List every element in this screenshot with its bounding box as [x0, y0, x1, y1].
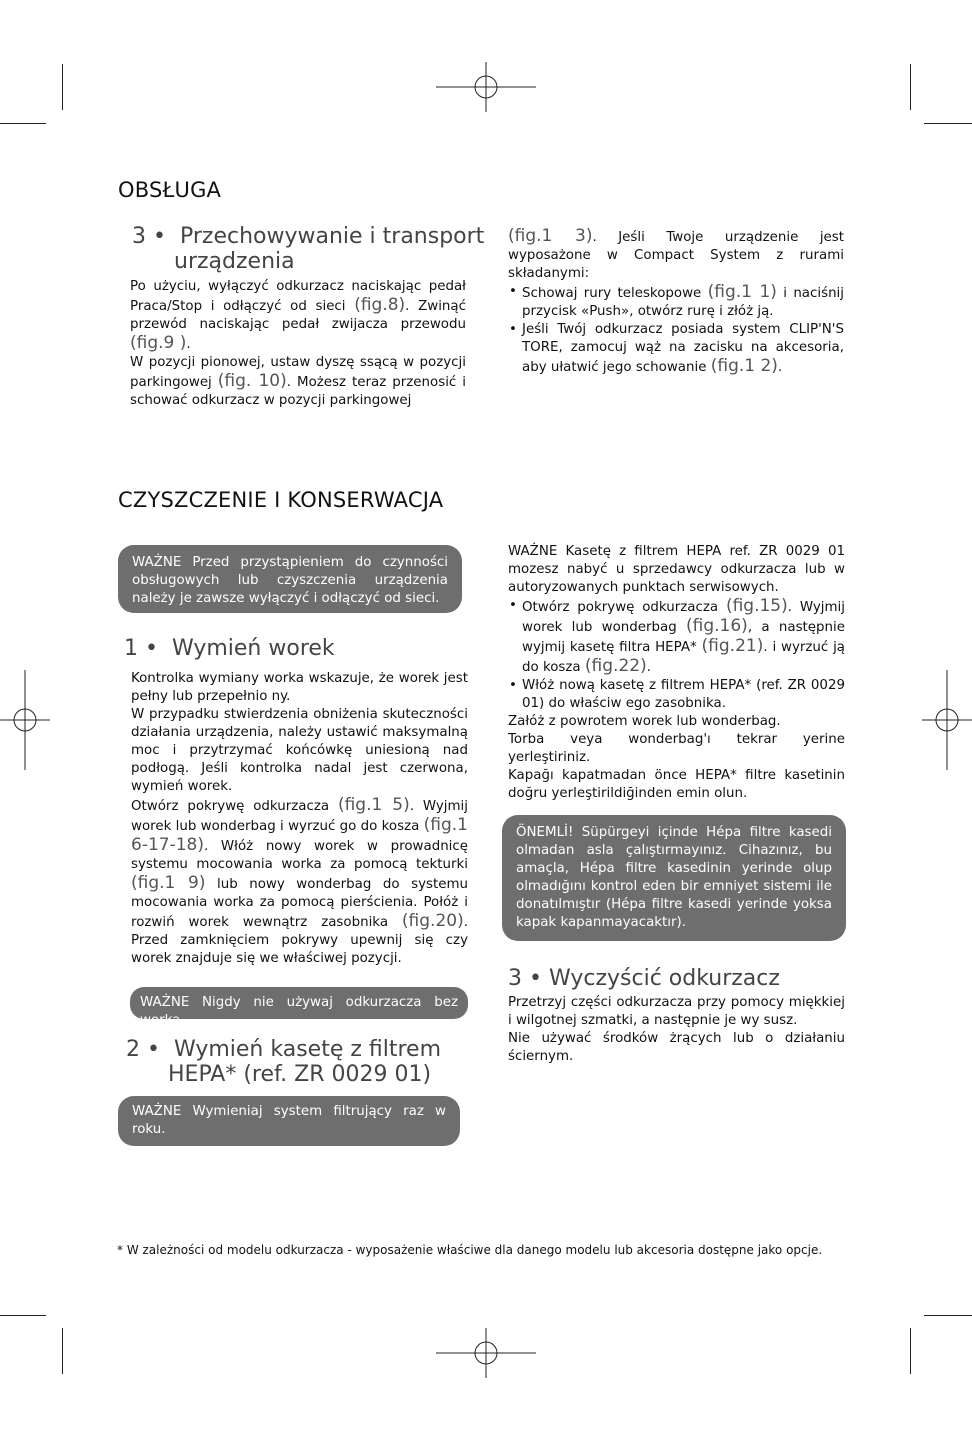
warning-box-no-bag: WAŻNE Nigdy nie używaj odkurzacza bez worka. [130, 987, 468, 1019]
fig-ref: (fig.8) [354, 295, 406, 315]
fig-ref: (fig.9 ) [130, 333, 187, 353]
subsection-number: 1 • [124, 636, 158, 661]
subsection-title-line1: Wymień kasetę z filtrem [173, 1037, 442, 1062]
fig-ref: (fig.20) [401, 911, 464, 931]
subsection-number: 2 • [126, 1037, 160, 1062]
warning-box-hepa-tr: ÖNEMLİ! Süpürgeyi içinde Hépa filtre kasedi olmadan asla çalıştırmayınız. Cihazınız, bu amaçla, Hépa filtre kasedinin yerinde olup olmadığını kontrol eden bir emniyet sistemi ile donatılmıştır (Hépa filtre kasedi yerinde yoksa kapak kapanmayacaktır). [502, 815, 846, 941]
storage-paragraph: Po użyciu, wyłączyć odkurzacz naciskając pedał Praca/Stop i odłączyć od sieci (fig.8). Zwinąć przewód naciskając pedał zwijacza przewodu (fig.9 ). W pozycji pionowej, ustaw dyszę ssącą w pozycji parkingowej (fig. 10). Możesz teraz przenosić i schować odkurzacz w pozycji parkingowej [130, 279, 467, 408]
fig-ref: (fig.1 6-17-18) [131, 815, 468, 855]
fig-ref: (fig.16) [686, 616, 748, 636]
subsection-title-line1: Przechowywanie i transport [179, 224, 485, 249]
fig-ref: (fig.22) [584, 656, 647, 676]
fig-ref: (fig.1 5) [337, 795, 410, 815]
registration-mark-bottom-icon [436, 1328, 536, 1378]
fig-ref: (fig.15) [725, 596, 788, 616]
fig-ref: (fig.1 2) [710, 356, 778, 376]
registration-mark-top-icon [436, 62, 536, 112]
clean-text: Przetrzyj części odkurzacza przy pomocy miękkiej i wilgotnej szmatki, a następnie je wy susz. Nie używać środków żrących lub o działaniu ściernym. [508, 995, 845, 1064]
list-item: • Jeśli Twój odkurzacz posiada system CLIP'N'S TORE, zamocuj wąż na zacisku na akcesoria, aby ułatwić jego schowanie (fig.1 2). [522, 321, 844, 377]
subsection-title: Wyczyścić odkurzacz [548, 966, 780, 991]
subsection-storage-title [132, 224, 492, 274]
subsection-number: 3 • [132, 224, 166, 249]
replace-bag-text: Kontrolka wymiany worka wskazuje, że worek jest pełny lub przepełnio ny. W przypadku stwierdzenia obniżenia skuteczności działania urządzenia, należy ustawić maksymalną moc i przytrzymać końcówkę uniesioną nad podłogą. Jeśli kontrolka nadal jest czerwona, wymień worek. Otwórz pokrywę odkurzacza (fig.1 5). Wyjmij worek lub wonderbag i wyrzuć go do kosza (fig.1 6-17-18). Włóż nowy worek w prowadnicę systemu mocowania worka za pomocą tekturki (fig.1 9) lub nowy wonderbag do systemu mocowania worka za pomocą pierścienia. Połóż i rozwiń worek wewnątrz zasobnika (fig.20). Przed zamknięciem pokrywy upewnij się czy worek znajduje się we właściwej pozycji. [131, 671, 469, 966]
section-title-cleaning: CZYSZCZENIE I KONSERWACJA [118, 488, 444, 512]
fig-ref: (fig.1 1) [707, 282, 777, 302]
storage-right-column [508, 227, 844, 377]
fig-ref: (fig.1 9) [131, 873, 206, 893]
hepa-right-column: WAŻNE Kasetę z filtrem HEPA ref. ZR 0029 01 mozesz nabyć u sprzedawcy odkurzacza lub w autoryzowanych punktach serwisowych. • Otwórz pokrywę odkurzacza (fig.15). Wyjmij worek lub wonderbag (fig.16), a następnie wyjmij kasetę filtra HEPA* (fig.21). i wyrzuć ją do kosza (fig.22). • Włóż nową kasetę z filtrem HEPA* (ref. ZR 0029 01) do właściw ego zasobnika. Załóż z powrotem worek lub wonderbag. Torba veya wonderbag'ı tekrar yerine yerleştiriniz. Kapağı kapatmadan önce HEPA* filtre kasetinin doğru yerleştirildiğinden emin olun. [508, 543, 845, 803]
compact-system-text: (fig.1 3). Jeśli Twoje urządzenie jest wyposażone w Compact System z rurami składanymi: [508, 226, 845, 281]
subsection-hepa-title [126, 1037, 486, 1087]
subsection-number: 3 • [508, 966, 542, 991]
fig-ref: (fig.1 3) [508, 226, 593, 246]
list-item: • Schowaj rury teleskopowe (fig.1 1) i naciśnij przycisk «Push», otwórz rurę i złóż ją. [522, 283, 844, 321]
registration-mark-left-icon [0, 670, 50, 770]
subsection-title-line2: HEPA* (ref. ZR 0029 01) [168, 1062, 432, 1087]
fig-ref: (fig. 10) [217, 371, 287, 391]
footnote: * W zależności od modelu odkurzacza - wyposażenie właściwe dla danego modelu lub akcesoria dostępne jako opcje. [117, 1243, 823, 1257]
subsection-replace-bag-title [124, 636, 335, 661]
section-title-obsluga: OBSŁUGA [118, 178, 222, 202]
subsection-title: Wymień worek [171, 636, 335, 661]
list-item: • Otwórz pokrywę odkurzacza (fig.15). Wyjmij worek lub wonderbag (fig.16), a następnie wyjmij kasetę filtra HEPA* (fig.21). i wyrzuć ją do kosza (fig.22). [522, 597, 845, 677]
fig-ref: (fig.21) [701, 636, 764, 656]
subsection-clean-title [508, 966, 780, 991]
list-item: • Włóż nową kasetę z filtrem HEPA* (ref. ZR 0029 01) do właściw ego zasobnika. [522, 677, 845, 713]
registration-mark-right-icon [922, 670, 972, 770]
warning-box-unplug: WAŻNE Przed przystąpieniem do czynności obsługowych lub czyszczenia urządzenia należy je zawsze wyłączyć i odłączyć od sieci. [118, 545, 462, 613]
warning-box-yearly: WAŻNE Wymieniaj system filtrujący raz w roku. [118, 1096, 460, 1146]
subsection-title-line2: urządzenia [174, 249, 295, 274]
